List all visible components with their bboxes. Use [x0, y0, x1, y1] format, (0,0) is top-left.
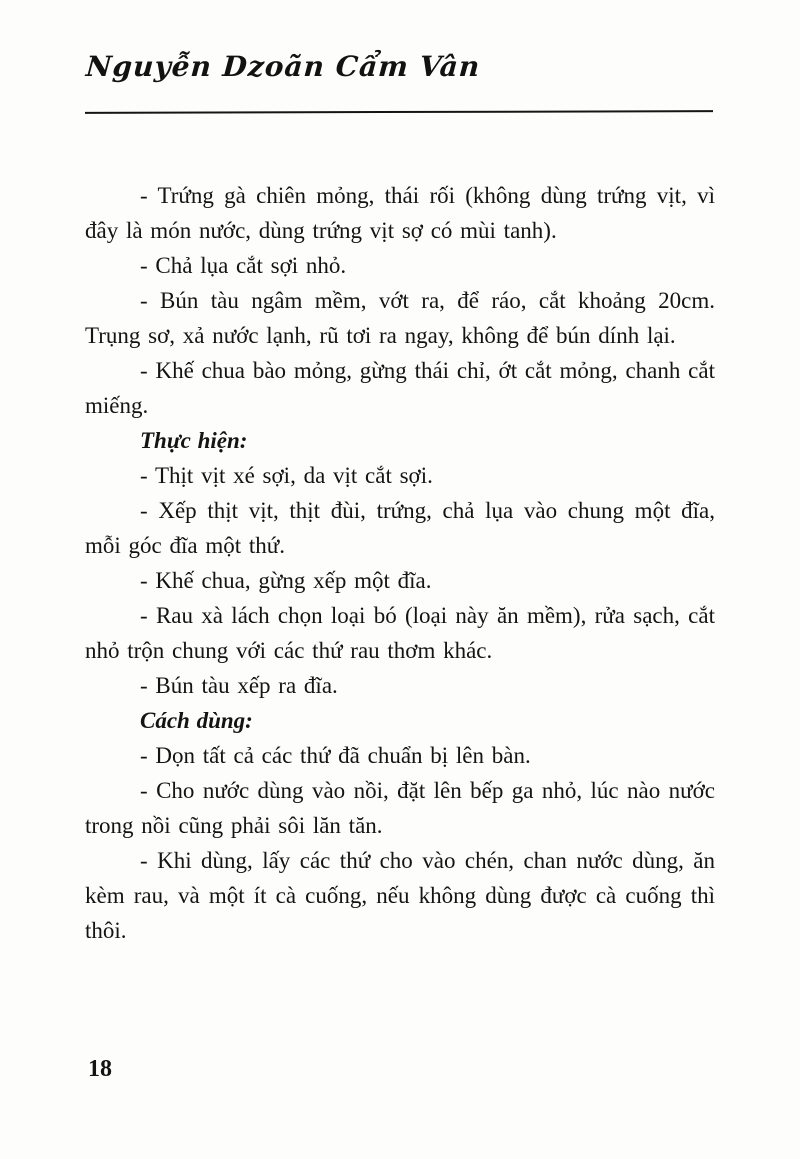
recipe-text-block — [85, 178, 715, 948]
recipe-step: - Thịt vịt xé sợi, da vịt cắt sợi. — [140, 463, 433, 488]
page-number: 18 — [88, 1056, 112, 1082]
recipe-step: - Khế chua bào mỏng, gừng thái chỉ, ớt cắt mỏng, chanh cắt miếng. — [85, 358, 715, 418]
recipe-step: - Khế chua, gừng xếp một đĩa. — [140, 568, 432, 593]
recipe-step: - Dọn tất cả các thứ đã chuẩn bị lên bàn. — [140, 743, 531, 768]
recipe-step: - Cho nước dùng vào nồi, đặt lên bếp ga nhỏ, lúc nào nước trong nồi cũng phải sôi lăn tăn. — [85, 778, 715, 838]
recipe-step: - Xếp thịt vịt, thịt đùi, trứng, chả lụa vào chung một đĩa, mỗi góc đĩa một thứ. — [85, 498, 715, 558]
recipe-step: - Rau xà lách chọn loại bó (loại này ăn mềm), rửa sạch, cắt nhỏ trộn chung với các thứ rau thơm khác. — [85, 603, 715, 663]
recipe-step: - Bún tàu ngâm mềm, vớt ra, để ráo, cắt khoảng 20cm. Trụng sơ, xả nước lạnh, rũ tơi ra ngay, không để bún dính lại. — [85, 288, 715, 348]
recipe-step: - Khi dùng, lấy các thứ cho vào chén, chan nước dùng, ăn kèm rau, và một ít cà cuống, nếu không dùng được cà cuống thì thôi. — [85, 848, 715, 943]
recipe-step: - Trứng gà chiên mỏng, thái rối (không dùng trứng vịt, vì đây là món nước, dùng trứng vịt sợ có mùi tanh). — [85, 183, 715, 243]
section-heading: Thực hiện: — [140, 428, 248, 453]
section-heading: Cách dùng: — [140, 708, 253, 733]
recipe-step: - Chả lụa cắt sợi nhỏ. — [140, 253, 347, 278]
running-head-author: Nguyễn Dzoãn Cẩm Vân — [84, 50, 482, 83]
recipe-step: - Bún tàu xếp ra đĩa. — [140, 673, 338, 698]
header-rule — [85, 110, 713, 114]
